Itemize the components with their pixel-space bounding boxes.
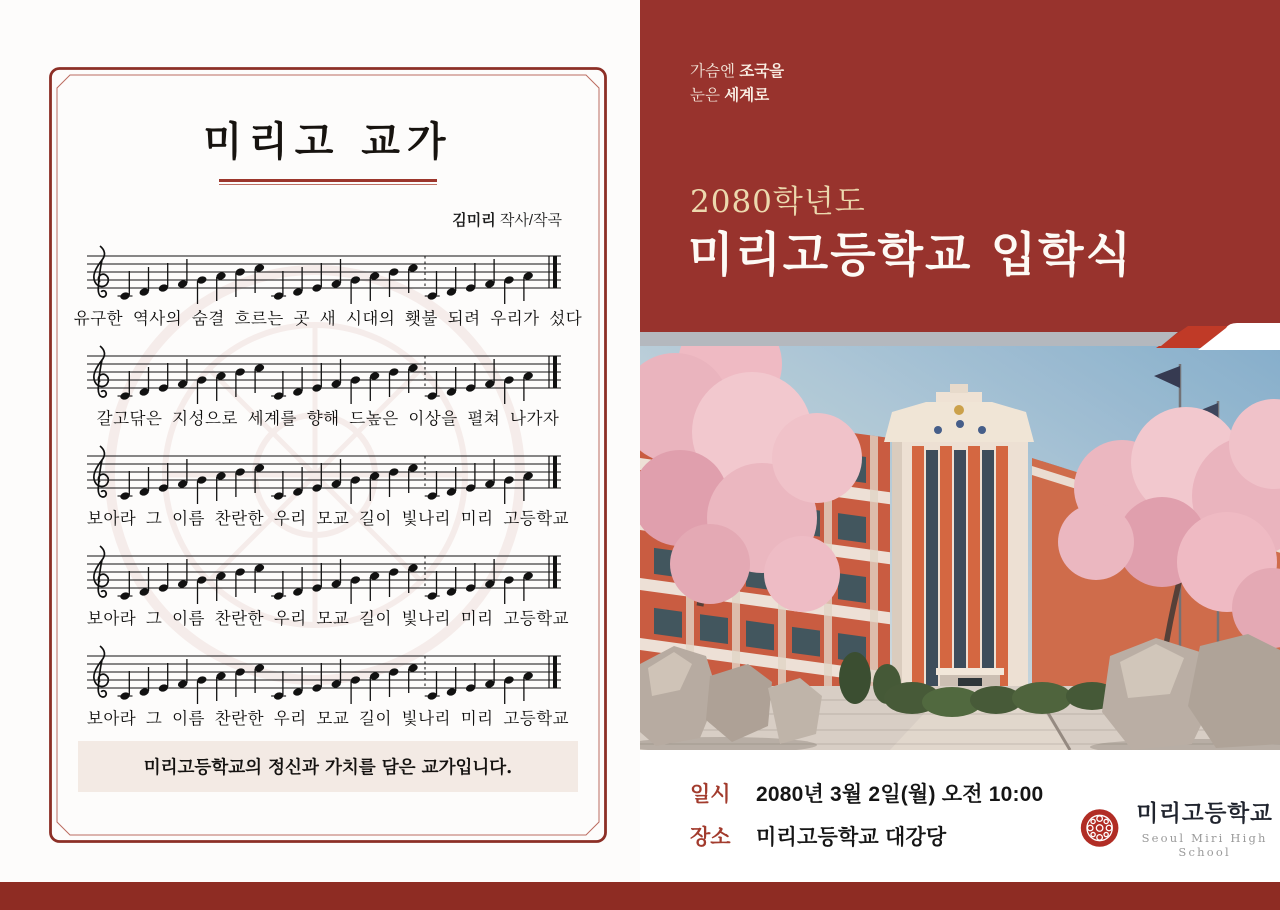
school-logo — [1080, 796, 1280, 859]
score-line — [48, 642, 608, 742]
lyrics-line: 갈고닦은 지성으로 세계를 향해 드높은 이상을 펼쳐 나가자 — [96, 409, 560, 428]
slogan-line-1: 가슴엔 조국을 — [690, 63, 785, 80]
event-info — [690, 778, 1043, 864]
lyrics-line: 보아라 그 이름 찬란한 우리 모교 길이 빛나리 미리 고등학교 — [86, 609, 570, 628]
score-line — [48, 342, 608, 442]
title-underline-thick — [219, 179, 437, 182]
ribbon-divider — [640, 322, 1280, 350]
school-slogan — [690, 60, 784, 108]
composer-credit — [48, 209, 562, 230]
anthem-title: 미리고 교가 — [203, 118, 453, 165]
school-emblem-icon — [1080, 804, 1119, 852]
logo-school-subtitle: Seoul Miri High School — [1141, 831, 1268, 859]
datetime-value: 2080년 3월 2일(월) 오전 10:00 — [756, 783, 1044, 806]
composer-name: 김미리 — [452, 212, 496, 229]
academic-year: 2080학년도 — [690, 184, 866, 220]
logo-school-name: 미리고등학교 — [1136, 801, 1273, 826]
red-header — [640, 0, 1280, 346]
music-staff — [83, 342, 573, 404]
music-staff — [83, 442, 573, 504]
place-label: 장소 — [690, 826, 731, 849]
title-underline-thin — [219, 184, 437, 185]
lyrics-line: 유구한 역사의 숨결 흐르는 곳 새 시대의 횃불 되려 우리가 섰다 — [73, 309, 583, 328]
info-row-place — [690, 821, 1043, 851]
music-staff — [83, 242, 573, 304]
event-title: 미리고등학교 입학식 — [688, 228, 1133, 283]
music-staff — [83, 642, 573, 704]
ceremony-panel — [640, 0, 1280, 910]
lyrics-line: 보아라 그 이름 찬란한 우리 모교 길이 빛나리 미리 고등학교 — [86, 509, 570, 528]
place-value: 미리고등학교 대강당 — [756, 826, 947, 849]
slogan-line-2: 눈은 세계로 — [690, 87, 770, 104]
logo-text — [1129, 796, 1280, 859]
datetime-label: 일시 — [690, 783, 731, 806]
score-line — [48, 242, 608, 342]
music-score — [48, 242, 608, 742]
info-row-datetime — [690, 778, 1043, 808]
anthem-caption: 미리고등학교의 정신과 가치를 담은 교가입니다. — [78, 741, 578, 792]
score-line — [48, 542, 608, 642]
bottom-red-band — [0, 882, 1280, 910]
school-photo — [640, 346, 1280, 750]
score-line — [48, 442, 608, 542]
music-staff — [83, 542, 573, 604]
lyrics-line: 보아라 그 이름 찬란한 우리 모교 길이 빛나리 미리 고등학교 — [86, 709, 570, 728]
anthem-content — [48, 66, 608, 844]
composer-role: 작사/작곡 — [495, 212, 562, 229]
